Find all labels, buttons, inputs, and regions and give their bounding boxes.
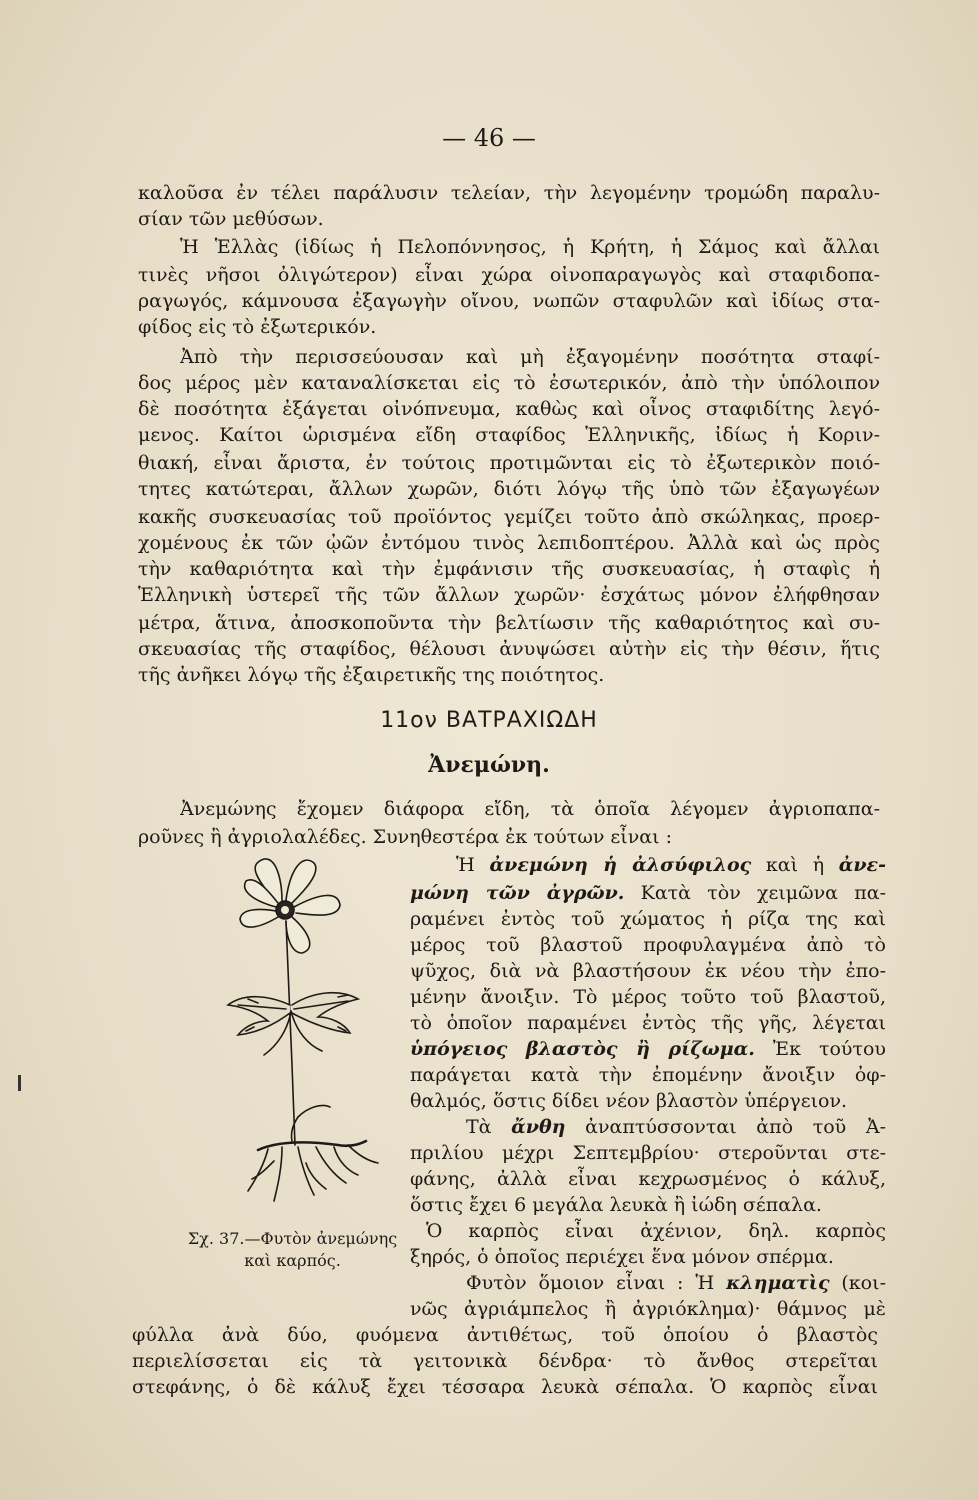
text-line: ροῦνες ἢ ἀγριολαλέδες. Συνηθεστέρα ἐκ τούτων εἶναι : xyxy=(138,826,672,848)
text-line: μώνη τῶν ἀγρῶν. Κατὰ τὸν χειμῶνα πα- xyxy=(410,882,886,904)
text-line: μέρος τοῦ βλαστοῦ προφυλαγμένα ἀπὸ τὸ xyxy=(410,934,886,956)
margin-mark xyxy=(18,1075,21,1091)
section-subheading: Ἀνεμώνη. xyxy=(428,752,550,778)
text-line: μενος. Καίτοι ὡρισμένα εἴδη σταφίδος Ἑλληνικῆς, ἰδίως ἡ Κοριν- xyxy=(138,424,880,446)
text-line: Φυτὸν ὅμοιον εἶναι : Ἡ κληματὶς (κοι- xyxy=(466,1272,886,1294)
text-line: σίαν τῶν μεθύσων. xyxy=(138,208,324,230)
text-line: ραγωγός, κάμνουσα ἐξαγωγὴν οἴνου, νωπῶν σταφυλῶν καὶ ἰδίως στα- xyxy=(138,290,880,312)
text-line: Τὰ ἄνθη ἀναπτύσσονται ἀπὸ τοῦ Ἀ- xyxy=(466,1116,886,1138)
text-line: Ἑλληνικὴ ὑστερεῖ τῆς τῶν ἄλλων χωρῶν· ἐσχάτως μόνον ἐλήφθησαν xyxy=(138,584,880,606)
text-line: καλοῦσα ἐν τέλει παράλυσιν τελείαν, τὴν λεγομένην τρομώδη παραλυ- xyxy=(138,182,880,204)
text-line: τινὲς νῆσοι ὀλιγώτερον) εἶναι χώρα οἰνοπαραγωγὸς καὶ σταφιδοπα- xyxy=(138,264,880,286)
text-line: τῆς ἀνῆκει λόγῳ τῆς ἐξαιρετικῆς της ποιότητος. xyxy=(138,664,605,686)
text-line: Ὁ καρπὸς εἶναι ἀχένιον, δηλ. καρπὸς xyxy=(426,1220,886,1242)
text-line: Ἀνεμώνης ἔχομεν διάφορα εἴδη, τὰ ὁποῖα λέγομεν ἀγριοπαπα- xyxy=(180,798,880,820)
text-line: χομένους ἐκ τῶν ᾠῶν ἐντόμου τινὸς λεπιδοπτέρου. Ἀλλὰ καὶ ὡς πρὸς xyxy=(138,532,880,554)
text-line: στεφάνης, ὁ δὲ κάλυξ ἔχει τέσσαρα λευκὰ σέπαλα. Ὁ καρπὸς εἶναι xyxy=(132,1376,878,1398)
text-line: μέτρα, ἅτινα, ἀποσκοποῦντα τὴν βελτίωσιν τῆς καθαριότητος καὶ συ- xyxy=(138,612,880,634)
text-line: ὑπόγειος βλαστὸς ἢ ρίζωμα. Ἐκ τούτου xyxy=(410,1038,886,1060)
text-line: θαλμός, ὅστις δίδει νέον βλαστὸν ὑπέργειον. xyxy=(410,1090,848,1112)
section-heading: 11ον ΒΑΤΡΑΧΙΩΔΗ xyxy=(380,708,598,733)
text-line: περιελίσσεται εἰς τὰ γειτονικὰ δένδρα· τὸ ἄνθος στερεῖται xyxy=(132,1350,878,1372)
text-line: τὸ ὁποῖον παραμένει ἐντὸς τῆς γῆς, λέγεται xyxy=(410,1012,886,1034)
text-line: κακῆς συσκευασίας τοῦ προϊόντος γεμίζει τοῦτο ἀπὸ σκώληκας, προερ- xyxy=(138,506,880,528)
text-line: φύλλα ἀνὰ δύο, φυόμενα ἀντιθέτως, τοῦ ὁποίου ὁ βλαστὸς xyxy=(132,1324,878,1346)
text-line: δος μέρος μὲν καταναλίσκεται εἰς τὸ ἐσωτερικόν, ἀπὸ τὴν ὑπόλοιπον xyxy=(138,372,880,394)
text-line: Ἡ ἀνεμώνη ἡ ἀλσύφιλος καὶ ἡ ἀνε- xyxy=(456,854,886,876)
text-line: πριλίου μέχρι Σεπτεμβρίου· στεροῦνται στε- xyxy=(410,1142,886,1164)
text-line: μένην ἄνοιξιν. Τὸ μέρος τοῦτο τοῦ βλαστοῦ, xyxy=(410,986,886,1008)
text-line: φάνης, ἀλλὰ εἶναι κεχρωσμένος ὁ κάλυξ, xyxy=(410,1168,886,1190)
page-number: — 46 — xyxy=(442,124,536,152)
text-line: δὲ ποσότητα ἐξάγεται οἰνόπνευμα, καθὼς καὶ οἶνος σταφιδίτης λεγό- xyxy=(138,398,880,420)
text-line: σκευασίας τῆς σταφίδος, θέλουσι ἀνυψώσει αὐτὴν εἰς τὴν θέσιν, ἥτις xyxy=(138,638,880,660)
text-line: ψῦχος, διὰ νὰ βλαστήσουν ἐκ νέου τὴν ἐπο- xyxy=(410,960,886,982)
text-line: φίδος εἰς τὸ ἐξωτερικόν. xyxy=(138,316,377,338)
text-line: ὅστις ἔχει 6 μεγάλα λευκὰ ἢ ἰώδη σέπαλα. xyxy=(410,1194,822,1216)
text-line: Ἡ Ἑλλὰς (ἰδίως ἡ Πελοπόννησος, ἡ Κρήτη, ἡ Σάμος καὶ ἄλλαι xyxy=(180,236,880,258)
anemone-plant-illustration xyxy=(198,845,408,1220)
text-line: νῶς ἀγριάμπελος ἢ ἀγριόκλημα)· θάμνος μὲ xyxy=(410,1298,886,1320)
text-line: τὴν καθαριότητα καὶ τὴν ἐμφάνισιν τῆς συσκευασίας, ἡ σταφὶς ἡ xyxy=(138,558,880,580)
figure-caption-line2: καὶ καρπός. xyxy=(244,1251,341,1270)
text-line: ξηρός, ὁ ὁποῖος περιέχει ἕνα μόνον σπέρμα. xyxy=(410,1246,834,1268)
text-line: θιακή, εἶναι ἄριστα, ἐν τούτοις προτιμῶνται εἰς τὸ ἐξωτερικὸν ποιό- xyxy=(138,452,880,474)
text-line: ραμένει ἐντὸς τοῦ χώματος ἡ ρίζα της καὶ xyxy=(410,908,886,930)
text-line: παράγεται κατὰ τὴν ἐπομένην ἄνοιξιν ὀφ- xyxy=(410,1064,886,1086)
text-line: Ἀπὸ τὴν περισσεύουσαν καὶ μὴ ἐξαγομένην ποσότητα σταφί- xyxy=(180,346,880,368)
text-line: τητες κατώτεραι, ἄλλων χωρῶν, διότι λόγῳ τῆς ὑπὸ τῶν ἐξαγωγέων xyxy=(138,478,880,500)
figure-caption-line1: Σχ. 37.—Φυτὸν ἀνεμώνης xyxy=(187,1229,398,1248)
